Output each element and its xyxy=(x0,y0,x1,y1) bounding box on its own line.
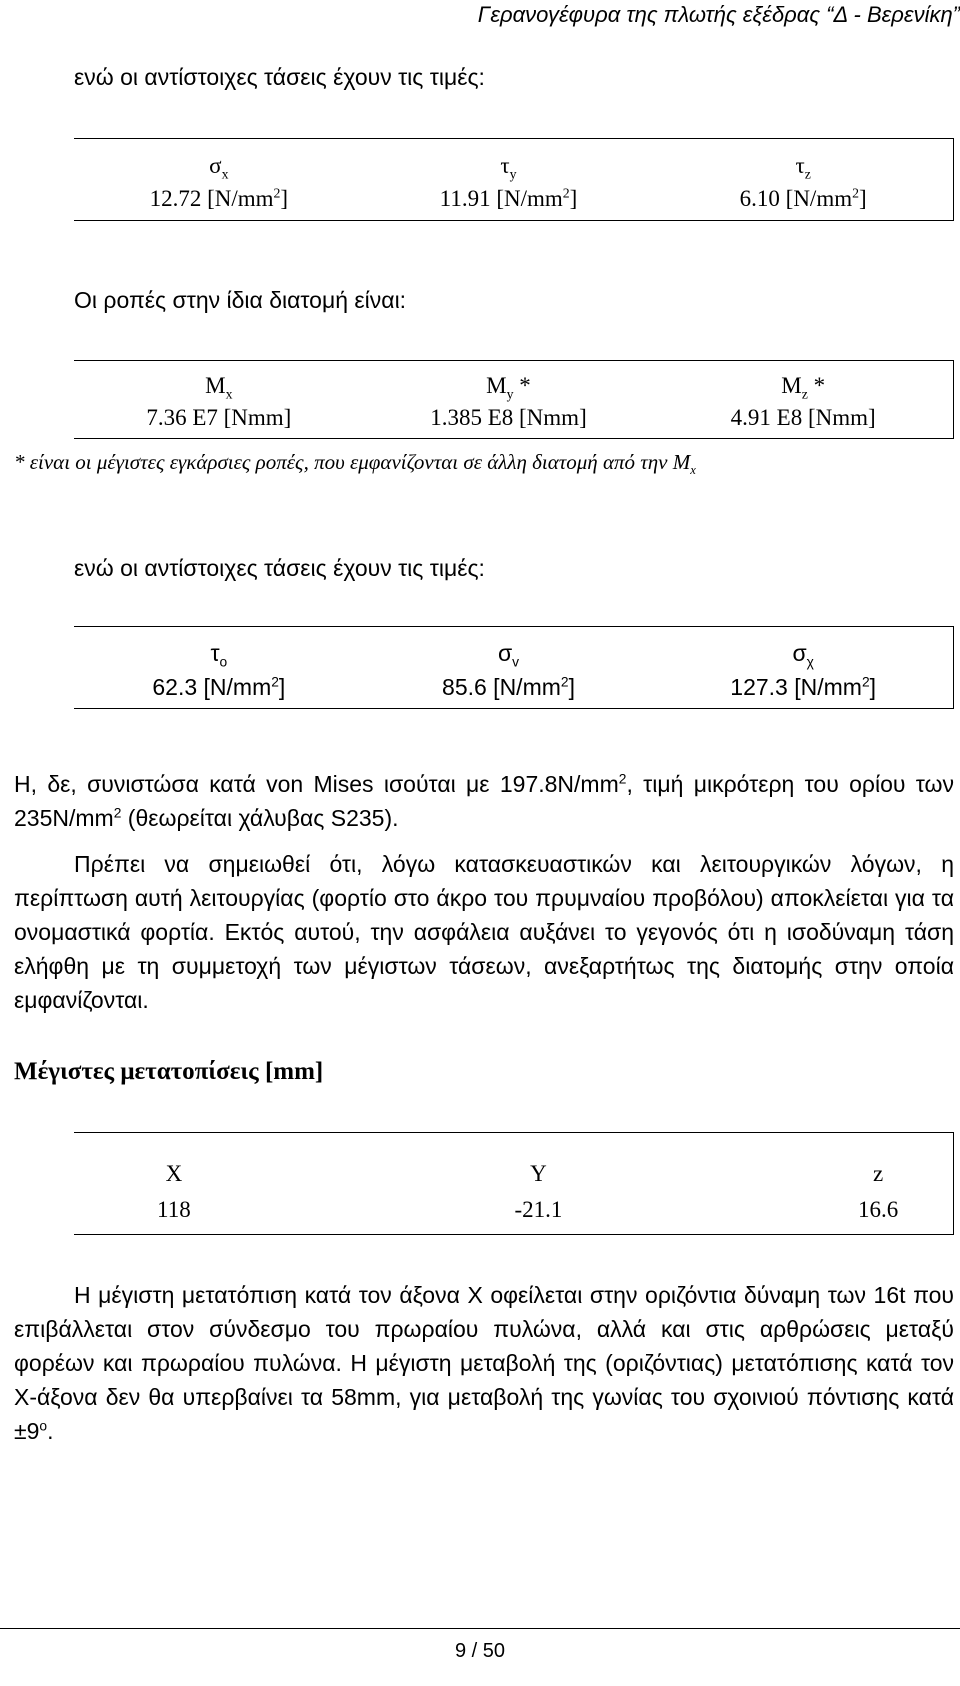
header-x: X xyxy=(165,1160,183,1186)
value-tau-y: 11.91 $[N/mm^2]$ xyxy=(439,185,578,212)
header-y: Y xyxy=(530,1160,547,1186)
von-mises-paragraph: Η, δε, συνιστώσα κατά von Mises ισούται με $197.8N/mm^2$, τιμή μικρότερη του ορίου των $235N/mm^2$ (θεωρείται χάλυβας S235). xyxy=(14,771,955,831)
value-sigma-chi: 127.3 $[N/mm^2]$ xyxy=(730,673,877,700)
section-title: Μέγιστες μετατοπίσεις [mm] xyxy=(14,1058,324,1085)
safety-paragraph: Πρέπει να σημειωθεί ότι, λόγω κατασκευαστικών και λειτουργικών λόγων, η περίπτωση αυτή λειτουργίας (φορτίο στο άκρο του πρυμναίου προβόλου) αποκλείεται για τα ονομαστικά φορτία. Εκτός αυτού, την ασφάλεια αυξάνει το γεγονός ότι η ισοδύναμη τάση ελήφθη με τη συμμετοχή των μέγιστων τάσεων, ανεξαρτήτως της διατομής στην οποία εμφανίζονται. xyxy=(14,851,954,1013)
displacement-paragraph: Η μέγιστη μετατόπιση κατά τον άξονα X οφείλεται στην οριζόντια δύναμη των 16t που επιβάλλεται στον σύνδεσμο του πρωραίου πυλώνα, αλλά και στις αρθρώσεις μεταξύ φορέων και πρωραίου πυλώνα. Η μέγιστη μεταβολή της (οριζόντιας) μετατόπισης κατά τον X-άξονα δεν θα υπερβαίνει τα 58mm, για μεταβολή της γωνίας του σχοινιού πόντισης $\kappa\alpha\tau ά \pm 9^o$. xyxy=(14,1282,954,1444)
value-tau-o: 62.3 $[N/mm^2]$ xyxy=(152,673,286,700)
value-tau-z: 6.10 $[N/mm^2]$ xyxy=(739,185,867,212)
header-tau-z: $\tau_z$ xyxy=(795,152,811,182)
page-number: 9 / 50 xyxy=(454,1640,506,1662)
value-my: 1.385 E8 [Nmm] xyxy=(430,405,587,431)
displacement-table xyxy=(74,1132,954,1235)
stress-table-1 xyxy=(74,138,954,221)
moments-intro: Οι ροπές στην ίδια διατομή είναι: xyxy=(74,287,407,313)
header-sigma-v: $\sigma_v$ xyxy=(497,639,520,670)
moments-note: * είναι οι μέγιστες εγκάρσιες ροπές, που εμφανίζονται σε άλλη διατομή από την $M_x$ xyxy=(14,450,696,478)
value-mz: 4.91 E8 [Nmm] xyxy=(730,405,876,431)
header-sigma-x: $\sigma_x$ xyxy=(209,152,229,182)
value-z: 16.6 xyxy=(857,1197,899,1223)
footer-divider xyxy=(0,1628,960,1629)
value-sigma-x: 12.72 $[N/mm^2]$ xyxy=(149,185,289,212)
value-x: 118 xyxy=(157,1197,191,1223)
value-sigma-v: 85.6 $[N/mm^2]$ xyxy=(442,673,575,700)
stress-intro-2: ενώ οι αντίστοιχες τάσεις έχουν τις τιμές: xyxy=(74,555,485,581)
moments-table xyxy=(74,360,954,439)
page-header: Γερανογέφυρα της πλωτής εξέδρας “Δ - Βερενίκη” xyxy=(477,2,960,27)
stress-table-2 xyxy=(74,626,954,709)
value-mx: 7.36 E7 [Nmm] xyxy=(146,405,292,431)
header-my: $M_y$ * xyxy=(486,372,531,402)
header-tau-y: $\tau_y$ xyxy=(500,152,517,182)
stress-intro-1: ενώ οι αντίστοιχες τάσεις έχουν τις τιμές: xyxy=(74,64,485,90)
value-y: -21.1 xyxy=(514,1197,563,1223)
header-sigma-chi: $\sigma_\chi$ xyxy=(792,639,814,670)
header-mx: $M_x$ xyxy=(205,372,233,402)
header-tau-o: $\tau_o$ xyxy=(210,639,228,670)
header-z: z xyxy=(872,1160,884,1186)
header-mz: $M_z$ * xyxy=(781,372,826,402)
